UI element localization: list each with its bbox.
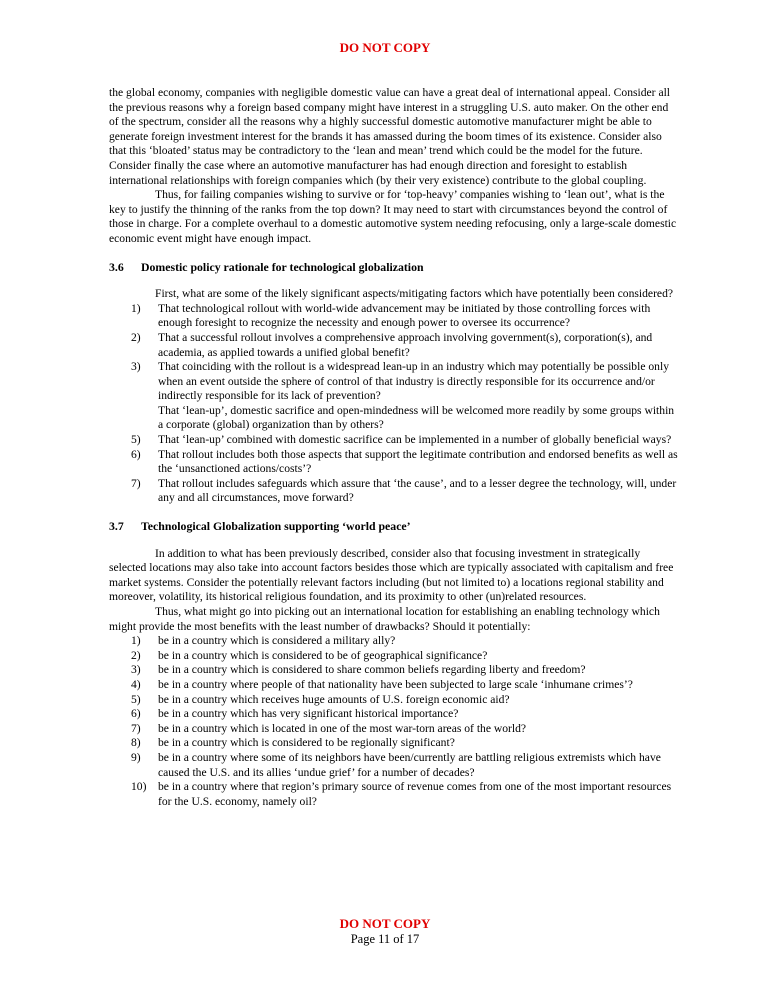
- item-text: be in a country which receives huge amounts of U.S. foreign economic aid?: [158, 692, 510, 706]
- list-item: [109, 404, 679, 433]
- do-not-copy-footer: DO NOT COPY: [339, 916, 431, 931]
- item-text: be in a country where that region’s primary source of revenue comes from one of the most important resources for the U.S. economy, namely oil?: [158, 780, 672, 808]
- item-number: 9): [131, 750, 141, 764]
- section-title: Domestic policy rationale for technological globalization: [141, 259, 424, 274]
- list-item: [109, 448, 679, 477]
- section-number: 3.6: [109, 259, 124, 274]
- item-text: That ‘lean-up’ combined with domestic sacrifice can be implemented in a number of globally beneficial ways?: [158, 433, 672, 447]
- list-item: [109, 693, 679, 708]
- item-text: That rollout includes both those aspects that support the legitimate contribution and endorsed benefits as well as the ‘unsanctioned actions/costs’?: [158, 447, 678, 476]
- item-number: 7): [131, 476, 141, 490]
- item-number: 1): [131, 634, 141, 648]
- section-3-7-paragraph-2: Thus, what might go into picking out an international location for establishing an enabling technology which might provide the most benefits with the least number of drawbacks? Should it potentially:: [109, 605, 660, 633]
- item-text: be in a country where some of its neighbors have been/currently are battling religious extremists which have caused the U.S. and its allies ‘undue grief’ for a number of decades?: [158, 750, 661, 779]
- list-item: [109, 707, 679, 722]
- item-text: That ‘lean-up’, domestic sacrifice and open-mindedness will be welcomed more readily by some groups within a corporate (global) organization than by others?: [158, 403, 675, 432]
- document-body: [109, 86, 679, 809]
- item-number: 7): [131, 721, 141, 735]
- item-text: That coinciding with the rollout is a widespread lean-up in an industry which may potentially be possible only when an event outside the sphere of control of that industry is directly responsible for its occurrence and/or indirectly responsible for its lack of prevention?: [158, 360, 669, 403]
- list-item: [109, 477, 679, 506]
- section-3-7-paragraph-1: In addition to what has been previously described, consider also that focusing investment in strategically selected locations may also take into account factors besides those which are typically associated with capitalism and free market systems. Consider the potentially relevant factors including (but not limited to) a locations regional stability and moreover, volatility, its historical religious foundation, and its proximity to other (un)related resources.: [109, 546, 674, 604]
- list-item: [109, 736, 679, 751]
- list-item: [109, 722, 679, 737]
- intro-paragraph-2: Thus, for failing companies wishing to survive or for ‘top-heavy’ companies wishing to ‘lean out’, what is the key to justify the thinning of the ranks from the top down? It may need to start with circumstances beyond the control of those in charge. For a complete overhaul to a domestic automotive system needing refocusing, only a large-scale domestic economic event might have enough impact.: [109, 188, 677, 245]
- section-3-6-heading: [109, 260, 679, 275]
- item-text: That a successful rollout involves a comprehensive approach involving government(s), corporation(s), and academia, as applied towards a unified global benefit?: [158, 330, 653, 359]
- section-title: Technological Globalization supporting ‘world peace’: [141, 519, 411, 534]
- section-3-7-heading: [109, 519, 679, 534]
- item-text: That technological rollout with world-wide advancement may be initiated by those controlling forces with enough foresight to recognize the necessity and enough power to oversee its occurrence?: [158, 301, 651, 330]
- list-item: [109, 780, 679, 809]
- item-text: be in a country where people of that nationality have been subjected to large scale ‘inhumane crimes’?: [158, 677, 633, 691]
- item-text: be in a country which has very significant historical importance?: [158, 707, 459, 721]
- section-number: 3.7: [109, 519, 124, 534]
- item-number: 8): [131, 736, 141, 750]
- list-item: [109, 433, 679, 448]
- list-item: [109, 360, 679, 404]
- item-number: 5): [131, 433, 141, 447]
- item-text: be in a country which is considered to be of geographical significance?: [158, 648, 488, 662]
- list-item: [109, 751, 679, 780]
- list-item: [109, 302, 679, 331]
- item-number: 10): [131, 780, 147, 794]
- item-number: 6): [131, 707, 141, 721]
- item-number: 3): [131, 663, 141, 677]
- item-text: That rollout includes safeguards which assure that ‘the cause’, and to a lesser degree the technology, will, under any and all circumstances, move forward?: [158, 476, 677, 505]
- page-number: Page 11 of 17: [350, 932, 420, 946]
- item-number: 3): [131, 360, 141, 374]
- list-item: [109, 331, 679, 360]
- item-number: 6): [131, 447, 141, 461]
- do-not-copy-header: DO NOT COPY: [339, 40, 431, 55]
- item-text: be in a country which is considered to share common beliefs regarding liberty and freedom?: [158, 663, 586, 677]
- list-item: [109, 678, 679, 693]
- item-number: 1): [131, 301, 141, 315]
- item-number: 4): [131, 677, 141, 691]
- item-text: be in a country which is considered a military ally?: [158, 634, 396, 648]
- intro-paragraph-1: the global economy, companies with negligible domestic value can have a great deal of international appeal. Consider all the previous reasons why a foreign based company might have interest in a struggling U.S. auto maker. On the other end of the spectrum, consider all the reasons why a highly successful domestic automotive manufacturer might be able to generate foreign investment interest for the brands it has amassed during the boom times of its existence. Consider also that this ‘bloated’ status may be contradictory to the ‘lean and mean’ trend which could be the model for the future. Consider finally the case where an automotive manufacturer has had enough direction and foresight to establish international relationships with foreign companies which (by their very existence) contribute to the global coupling.: [109, 86, 671, 187]
- section-3-6-list: [109, 302, 679, 506]
- section-3-7-list: [109, 634, 679, 809]
- item-text: be in a country which is considered to be regionally significant?: [158, 736, 455, 750]
- list-item: [109, 649, 679, 664]
- item-number: 2): [131, 330, 141, 344]
- list-item: [109, 663, 679, 678]
- section-3-6-lead: First, what are some of the likely significant aspects/mitigating factors which have potentially been considered?: [155, 287, 674, 301]
- item-number: 2): [131, 648, 141, 662]
- item-number: 5): [131, 692, 141, 706]
- list-item: [109, 634, 679, 649]
- item-text: be in a country which is located in one of the most war-torn areas of the world?: [158, 721, 527, 735]
